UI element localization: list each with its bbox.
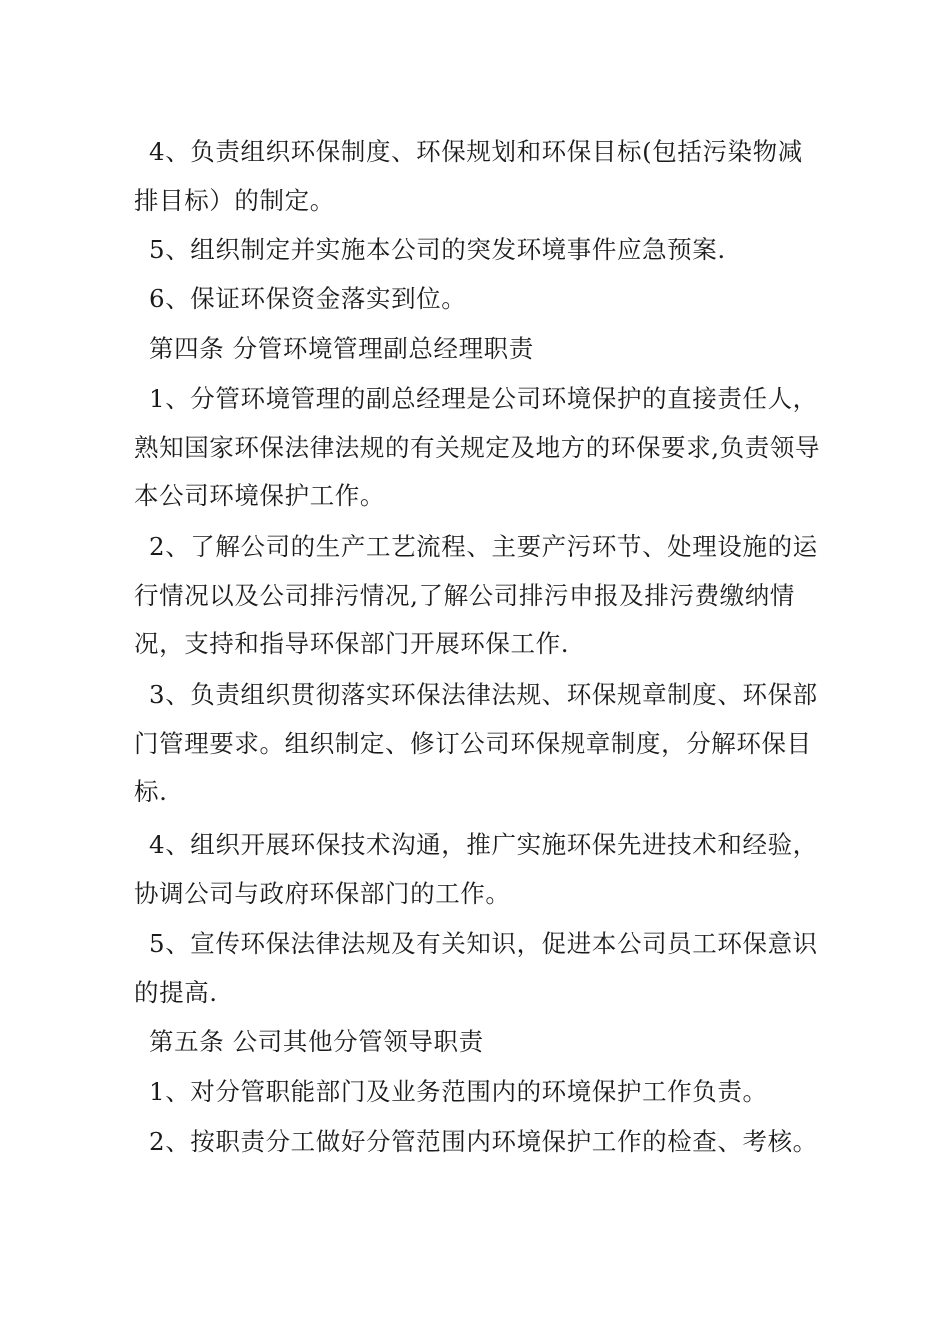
paragraph-6: 3、负责组织贯彻落实环保法律法规、环保规章制度、环保部门管理要求。组织制定、修订公司环保规章制度，分解环保目标.	[134, 680, 818, 806]
paragraph-9: 1、对分管职能部门及业务范围内的环境保护工作负责。	[149, 1077, 768, 1106]
paragraph-4: 1、分管环境管理的副总经理是公司环境保护的直接责任人，熟知国家环保法律法规的有关规定及地方的环保要求,负责领导本公司环境保护工作。	[134, 384, 821, 510]
paragraph-10: 2、按职责分工做好分管范围内环境保护工作的检查、考核。	[149, 1127, 818, 1156]
paragraph-5: 2、了解公司的生产工艺流程、主要产污环节、处理设施的运行情况以及公司排污情况,了解公司排污申报及排污费缴纳情况，支持和指导环保部门开展环保工作.	[134, 532, 818, 658]
paragraph-2: 5、组织制定并实施本公司的突发环境事件应急预案.	[149, 235, 726, 264]
paragraph-1: 4、负责组织环保制度、环保规划和环保目标(包括污染物减排目标）的制定。	[134, 137, 803, 215]
paragraph-8: 5、宣传环保法律法规及有关知识，促进本公司员工环保意识的提高.	[134, 929, 818, 1007]
paragraph-3: 6、保证环保资金落实到位。	[149, 284, 467, 313]
section-heading-article-5: 第五条 公司其他分管领导职责	[149, 1027, 484, 1056]
paragraph-7: 4、组织开展环保技术沟通，推广实施环保先进技术和经验，协调公司与政府环保部门的工作。	[134, 830, 818, 908]
section-heading-article-4: 第四条 分管环境管理副总经理职责	[149, 334, 534, 363]
